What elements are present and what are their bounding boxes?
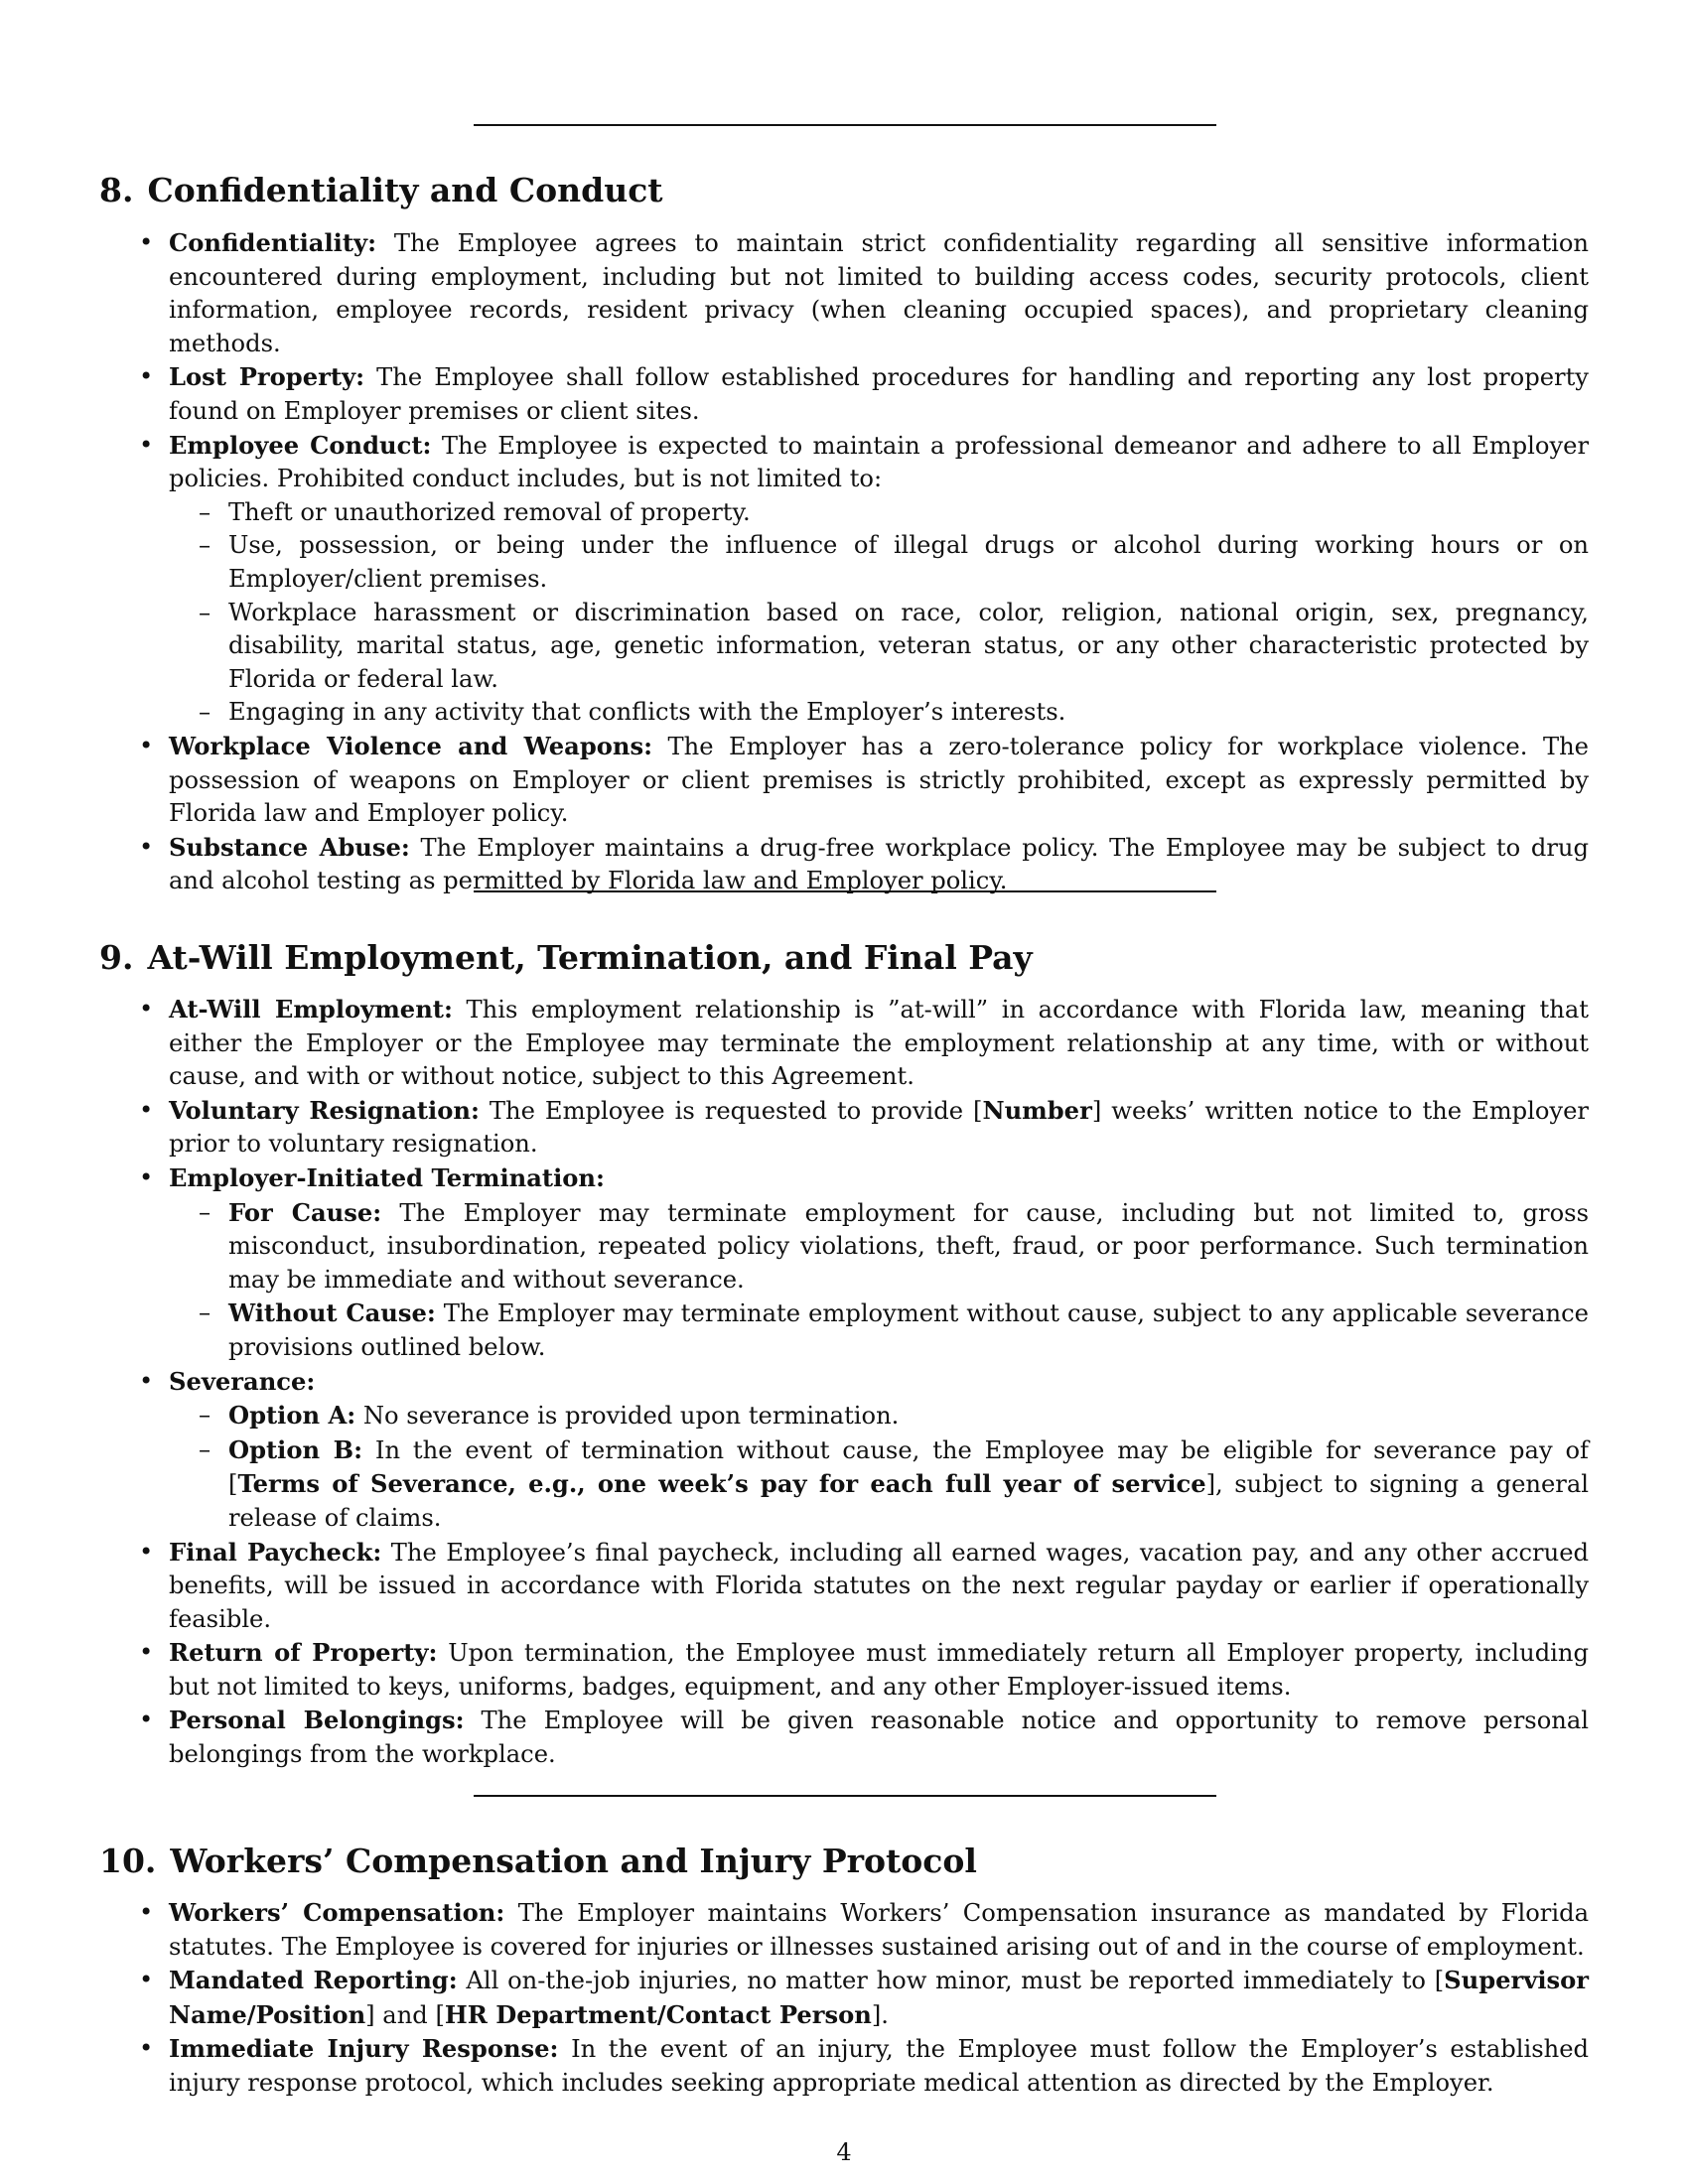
section-10-list [99,1896,1589,2101]
sub-item-label: Without Cause: [228,1298,436,1328]
list-item [99,360,1589,428]
item-text: ] and [ [365,2000,445,2029]
item-label: Mandated Reporting: [169,1966,458,1995]
sub-item-text: The Employer may terminate employment for cause, including but not limited to, gross misconduct, insubordination, repeated policy violations, theft, fraud, or poor performance. Such termination may be immediate and without severance. [228,1198,1589,1294]
section-title: Workers’ Compensation and Injury Protocol [170,1842,977,1880]
section-divider [474,890,1216,892]
item-text: The Employee’s final paycheck, including all earned wages, vacation pay, and any other accrued benefits, will be issued in accordance with Florida statutes on the next regular payday or earlier if operationally feasible. [169,1538,1589,1633]
list-item [99,1365,1589,1536]
item-text: The Employee shall follow established procedures for handling and reporting any lost property found on Employer premises or client sites. [169,363,1589,425]
sub-list-item [169,1399,1589,1433]
item-label: Substance Abuse: [169,832,410,862]
sub-list-item: – Workplace harassment or discrimination based on race, color, religion, national origin, sex, pregnancy, disability, marital status, age, genetic information, veteran status, or any other characteristic protected by Florida or federal law. [169,597,1589,697]
section-8-heading [99,171,663,210]
section-number: 10. [99,1842,157,1880]
placeholder-field: Terms of Severance, e.g., one week’s pay for each full year of service [237,1469,1206,1499]
list-item [99,730,1589,831]
sub-list-item: – Engaging in any activity that conflicts with the Employer’s interests. [169,696,1589,730]
list-item [99,2032,1589,2100]
sub-list-item: – Theft or unauthorized removal of property. [169,496,1589,530]
item-label: Confidentiality: [169,228,377,257]
item-text: The Employee is requested to provide [ [489,1096,983,1125]
section-8-list [99,226,1589,898]
section-title: At-Will Employment, Termination, and Final Pay [147,938,1033,977]
item-label: Severance: [169,1366,316,1396]
sub-item-text: No severance is provided upon termination. [362,1402,900,1431]
section-divider [474,124,1216,126]
list-item [99,226,1589,360]
item-label: Workers’ Compensation: [169,1898,505,1927]
list-item [99,831,1589,898]
item-label: Voluntary Resignation: [169,1095,480,1125]
item-text: The Employee will be given reasonable notice and opportunity to remove personal belongings from the workplace. [169,1706,1590,1769]
placeholder-field: Supervisor Name/Position [169,1966,1590,2029]
item-text: ] weeks’ written notice to the Employer prior to voluntary resignation. [169,1096,1589,1159]
sub-item-text: ], subject to signing a general release of claims. [228,1470,1589,1532]
item-label: Return of Property: [169,1638,438,1668]
item-text: The Employer maintains Workers’ Compensation insurance as mandated by Florida statutes. The Employee is covered for injuries or illnesses sustained arising out of and in the course of employment. [169,1899,1589,1961]
sub-list-item [169,1196,1589,1297]
list-item [99,1704,1589,1771]
placeholder-field: HR Department/Contact Person [444,1999,872,2029]
list-item [99,1161,1589,1365]
sub-list-item: – Use, possession, or being under the influence of illegal drugs or alcohol during working hours or on Employer/client premises. [169,529,1589,596]
sub-list [169,1196,1589,1365]
item-text: The Employer has a zero-tolerance policy for workplace violence. The possession of weapons on Employer or client premises is strictly prohibited, except as expressly permitted by Florida law and Employer policy. [169,732,1589,828]
item-label: At-Will Employment: [169,995,453,1024]
item-text: The Employer maintains a drug-free workplace policy. The Employee may be subject to drug and alcohol testing as permitted by Florida law and Employer policy. [169,833,1589,895]
sub-list [169,1399,1589,1535]
item-label: Workplace Violence and Weapons: [169,731,652,760]
sub-list [169,496,1589,730]
placeholder-field: Number [982,1095,1092,1125]
sub-item-label: For Cause: [228,1197,382,1227]
item-text: The Employee is expected to maintain a professional demeanor and adhere to all Employer policies. Prohibited conduct includes, but is not limited to: [169,431,1590,493]
list-item [99,429,1589,730]
list-item [99,1964,1589,2032]
item-label: Final Paycheck: [169,1537,382,1567]
item-label: Immediate Injury Response: [169,2034,559,2064]
item-text: This employment relationship is ”at-will” in accordance with Florida law, meaning that either the Employer or the Employee may terminate the employment relationship at any time, with or without cause, and with or without notice, subject to this Agreement. [169,996,1589,1091]
sub-item-label: Option B: [228,1434,363,1464]
item-text: Upon termination, the Employee must immediately return all Employer property, including but not limited to keys, uniforms, badges, equipment, and any other Employer-issued items. [169,1639,1589,1701]
item-label: Lost Property: [169,362,365,392]
list-item [99,1636,1589,1704]
sub-list-item [169,1297,1589,1364]
section-9-list [99,993,1589,1772]
section-10-heading [99,1842,977,1881]
section-title: Confidentiality and Conduct [147,171,663,209]
item-text: In the event of an injury, the Employee must follow the Employer’s established injury response protocol, which includes seeking appropriate medical attention as directed by the Employer. [169,2035,1589,2097]
list-item [99,1536,1589,1637]
list-item [99,1896,1589,1964]
sub-item-label: Option A: [228,1401,356,1431]
item-text: All on-the-job injuries, no matter how minor, must be reported immediately to [ [466,1967,1445,1995]
item-label: Personal Belongings: [169,1706,465,1735]
section-number: 8. [99,171,134,209]
section-9-heading [99,938,1033,978]
sub-item-text: In the event of termination without cause, the Employee may be eligible for severance pay of [ [228,1435,1589,1499]
section-number: 9. [99,938,134,977]
item-label: Employee Conduct: [169,430,432,460]
list-item [99,1094,1589,1161]
item-label: Employer-Initiated Termination: [169,1162,605,1192]
section-divider [474,1795,1216,1797]
item-text: The Employee agrees to maintain strict confidentiality regarding all sensitive information encountered during employment, including but not limited to building access codes, security protocols, client information, employee records, resident privacy (when cleaning occupied spaces), and proprietary cleaning methods. [169,229,1589,357]
list-item [99,993,1589,1094]
sub-item-text: The Employer may terminate employment without cause, subject to any applicable severance provisions outlined below. [228,1299,1589,1361]
sub-list-item [169,1433,1589,1536]
page-number: 4 [836,2138,852,2166]
item-text: ]. [871,2000,889,2029]
